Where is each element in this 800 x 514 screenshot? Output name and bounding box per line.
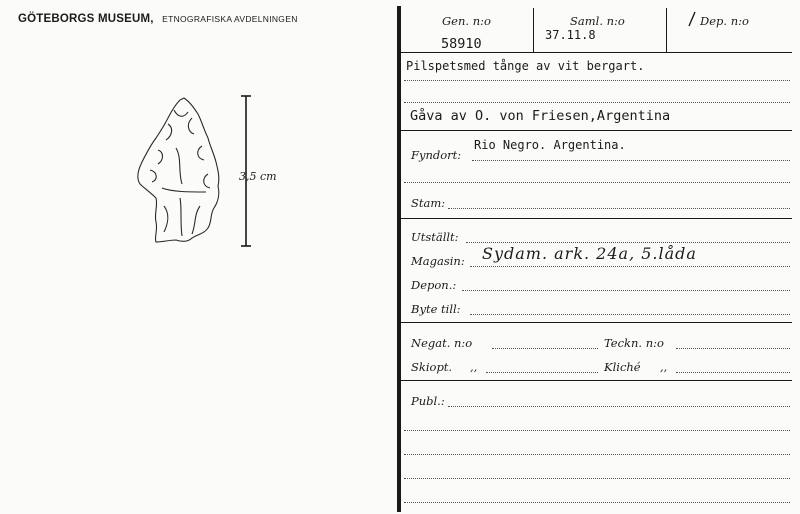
gen-value: 58910 bbox=[441, 36, 482, 52]
dotted-line bbox=[676, 348, 790, 349]
teckn-label: Teckn. n:o bbox=[604, 336, 664, 350]
dotted-line bbox=[470, 266, 790, 267]
dotted-line bbox=[404, 430, 790, 431]
header-divider bbox=[533, 8, 534, 52]
saml-label: Saml. n:o bbox=[570, 14, 625, 28]
dotted-line bbox=[448, 208, 790, 209]
kliche-ditto: ,, bbox=[660, 360, 668, 374]
utstallt-label: Utställt: bbox=[411, 230, 459, 244]
section-rule bbox=[400, 322, 792, 323]
negat-label: Negat. n:o bbox=[411, 336, 473, 350]
dotted-line bbox=[472, 160, 790, 161]
header-rule bbox=[400, 52, 792, 53]
fyndort-label: Fyndort: bbox=[411, 148, 462, 162]
donation-text: Gåva av O. von Friesen,Argentina bbox=[410, 108, 671, 124]
header-divider bbox=[666, 8, 667, 52]
dotted-line bbox=[492, 348, 598, 349]
saml-value: 37.11.8 bbox=[545, 28, 596, 42]
dotted-line bbox=[470, 314, 790, 315]
fyndort-value: Rio Negro. Argentina. bbox=[474, 138, 626, 152]
magasin-value: Sydam. ark. 24a, 5.låda bbox=[482, 244, 697, 263]
stam-label: Stam: bbox=[411, 196, 446, 210]
byte-label: Byte till: bbox=[411, 302, 461, 316]
magasin-label: Magasin: bbox=[411, 254, 465, 268]
dotted-line bbox=[404, 454, 790, 455]
dotted-line bbox=[404, 102, 790, 103]
publ-label: Publ.: bbox=[411, 394, 445, 408]
section-rule bbox=[400, 380, 792, 381]
dotted-line bbox=[404, 80, 790, 81]
dotted-line bbox=[462, 290, 790, 291]
gen-label: Gen. n:o bbox=[442, 14, 491, 28]
dep-label: Dep. n:o bbox=[700, 14, 749, 28]
dotted-line bbox=[404, 502, 790, 503]
dotted-line bbox=[448, 406, 790, 407]
slash-mark bbox=[688, 11, 696, 27]
dotted-line bbox=[466, 242, 790, 243]
dotted-line bbox=[404, 182, 790, 183]
depon-label: Depon.: bbox=[411, 278, 457, 292]
department-name: ETNOGRAFISKA AVDELNINGEN bbox=[162, 14, 298, 24]
dotted-line bbox=[404, 478, 790, 479]
description: Pilspetsmed tånge av vit bergart. bbox=[406, 59, 645, 73]
measurement-label: 3,5 cm bbox=[239, 170, 277, 183]
museum-header bbox=[18, 9, 298, 27]
section-rule bbox=[400, 130, 792, 131]
kliche-label: Kliché bbox=[604, 360, 641, 374]
skiopt-ditto: ,, bbox=[470, 360, 478, 374]
skiopt-label: Skiopt. bbox=[411, 360, 453, 374]
section-rule bbox=[400, 218, 792, 219]
dotted-line bbox=[486, 372, 598, 373]
card-left-border bbox=[397, 6, 401, 512]
dotted-line bbox=[676, 372, 790, 373]
museum-name: GÖTEBORGS MUSEUM, bbox=[18, 13, 154, 25]
